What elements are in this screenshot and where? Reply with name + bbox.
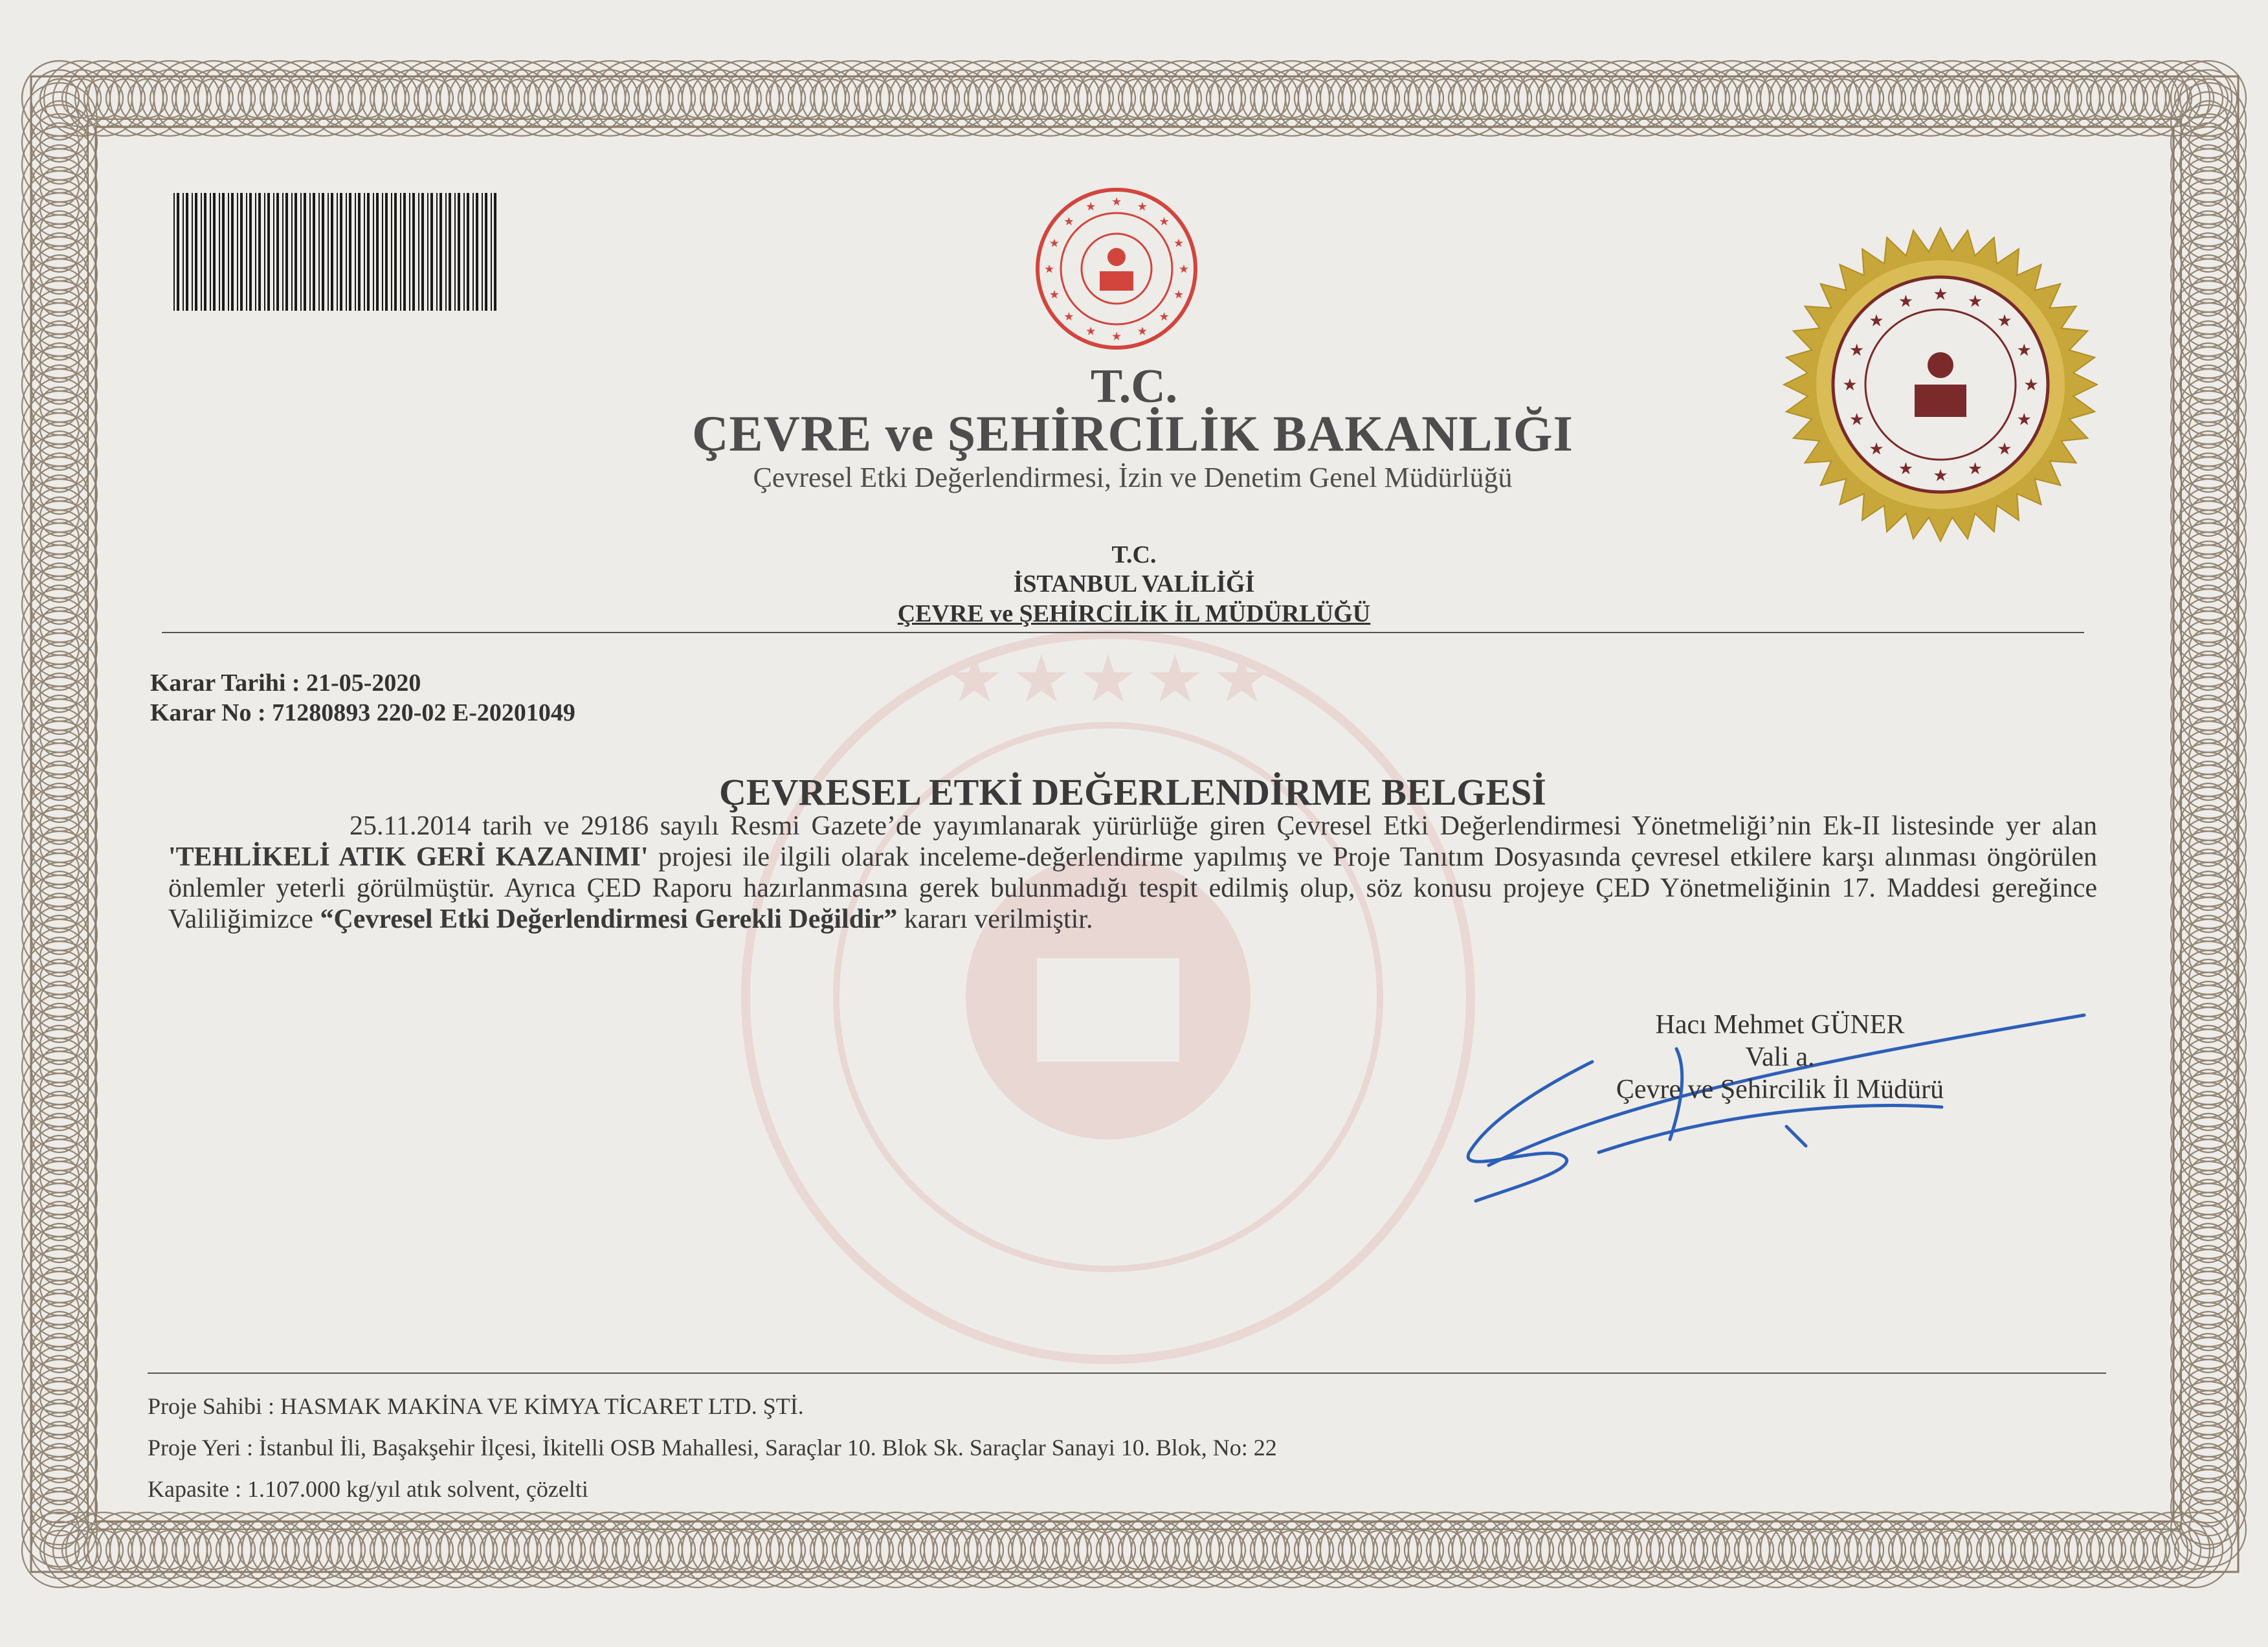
project-capacity: Kapasite : 1.107.000 kg/yıl atık solvent, çözelti	[148, 1476, 588, 1502]
svg-text:★: ★	[1063, 309, 1074, 324]
body-part-1: 25.11.2014 tarih ve 29186 sayılı Resmi Gazete’de yayımlanarak yürürlüğe giren Çevresel Etki Değerlendirmesi Yönetmeliği’nin Ek-II listesinde yer alan	[350, 811, 2097, 841]
svg-text:★: ★	[1997, 440, 2012, 460]
directorate-name: Çevresel Etki Değerlendirmesi, İzin ve Denetim Genel Müdürlüğü	[753, 462, 1513, 493]
body-part-2: projesi ile ilgili olarak inceleme-değerlendirme yapılmış ve Proje Tanıtım Dosyasında çevresel etkilere karşı alınması öngörülen önlemler yeterli görülmüştür. Ayrıca ÇED Raporu hazırlanmasına gerek bulunmadığı tespit edilmiş olup, söz konusu projeye ÇED Yönetmeliğinin 17. Maddesi gereğince Valiliğimizce	[168, 842, 2097, 934]
svg-text:★: ★	[2023, 375, 2039, 396]
svg-text:★: ★	[1111, 195, 1122, 209]
svg-text:★: ★	[1063, 214, 1074, 229]
signature-block	[1489, 1009, 2071, 1106]
project-name: 'TEHLİKELİ ATIK GERİ KAZANIMI'	[168, 842, 649, 872]
svg-text:★: ★	[1967, 291, 1983, 311]
header-tc: T.C.	[1090, 360, 1178, 413]
svg-text:★: ★	[1849, 341, 1865, 361]
signatory-on-behalf: Vali a.	[1745, 1042, 1815, 1072]
svg-text:★: ★	[1173, 236, 1184, 251]
svg-text:★: ★	[1049, 288, 1060, 302]
svg-text:★: ★	[1137, 324, 1148, 339]
svg-text:★ ★ ★ ★ ★: ★ ★ ★ ★ ★	[948, 648, 1268, 712]
footer-divider	[148, 1372, 2106, 1374]
ministry-name: ÇEVRE ve ŞEHİRCİLİK BAKANLIĞI	[692, 405, 1573, 462]
provincial-directorate: ÇEVRE ve ŞEHİRCİLİK İL MÜDÜRLÜĞÜ	[897, 600, 1371, 627]
svg-text:★: ★	[1049, 236, 1060, 251]
signatory-name: Hacı Mehmet GÜNER	[1655, 1010, 1905, 1040]
svg-text:★: ★	[1159, 309, 1170, 324]
svg-text:★: ★	[1997, 311, 2012, 331]
decision-number: Karar No : 71280893 220-02 E-20201049	[150, 699, 575, 726]
svg-text:★: ★	[1111, 330, 1122, 344]
svg-text:★: ★	[1933, 285, 1948, 305]
gold-rosette-seal	[1784, 228, 2097, 541]
svg-text:★: ★	[1173, 288, 1184, 302]
barcode	[173, 193, 497, 311]
ministry-seal-red	[1038, 190, 1195, 348]
header-divider	[162, 632, 2084, 633]
svg-text:★: ★	[1869, 440, 1884, 460]
watermark-seal	[746, 634, 1471, 1360]
svg-text:★: ★	[1842, 375, 1858, 396]
svg-text:★: ★	[1137, 200, 1148, 214]
svg-text:★: ★	[1043, 262, 1055, 276]
document-title: ÇEVRESEL ETKİ DEĞERLENDİRME BELGESİ	[719, 771, 1546, 813]
svg-text:★: ★	[1178, 262, 1190, 276]
svg-text:★: ★	[1967, 459, 1983, 479]
svg-text:★: ★	[2016, 410, 2032, 430]
decision-phrase: “Çevresel Etki Değerlendirmesi Gerekli Değildir”	[320, 904, 898, 934]
decision-date: Karar Tarihi : 21-05-2020	[150, 669, 421, 697]
signatory-title: Çevre ve Şehircilik İl Müdürü	[1616, 1075, 1944, 1104]
svg-text:★: ★	[1898, 459, 1914, 479]
svg-text:★: ★	[1869, 311, 1884, 331]
svg-text:★: ★	[1159, 214, 1170, 229]
project-owner: Proje Sahibi : HASMAK MAKİNA VE KİMYA TİCARET LTD. ŞTİ.	[148, 1393, 804, 1419]
body-part-3: kararı verilmiştir.	[897, 904, 1093, 934]
svg-text:★: ★	[1898, 291, 1914, 311]
svg-text:★: ★	[1085, 324, 1096, 339]
project-details	[148, 1385, 1277, 1510]
sub-tc: T.C.	[1111, 541, 1157, 568]
svg-text:★: ★	[1085, 200, 1096, 214]
decision-info	[150, 668, 575, 728]
svg-text:★: ★	[1933, 466, 1948, 486]
project-location: Proje Yeri : İstanbul İli, Başakşehir İlçesi, İkitelli OSB Mahallesi, Saraçlar 10. Blok Sk. Saraçlar Sanayi 10. Blok, No: 22	[148, 1435, 1277, 1461]
svg-text:★: ★	[2016, 341, 2032, 361]
governorship: İSTANBUL VALİLİĞİ	[1013, 570, 1255, 598]
svg-text:★: ★	[1849, 410, 1865, 430]
document-body	[168, 811, 2097, 935]
